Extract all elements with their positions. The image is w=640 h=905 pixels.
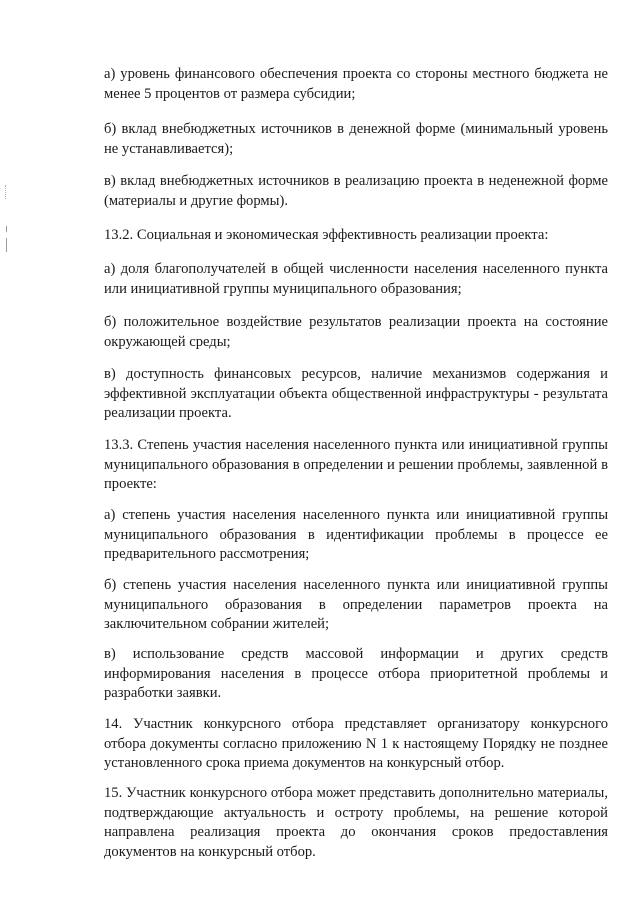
margin-scan-mark (6, 238, 7, 252)
paragraph-b-participation-final-meeting: б) степень участия населения населенного пункта или инициативной группы муниципального образования в определении параметров проекта на заключительном собрании жителей; (104, 577, 608, 632)
margin-scan-mark (6, 226, 7, 232)
paragraph-a-funding-level: а) уровень финансового обеспечения проекта со стороны местного бюджета не менее 5 процентов от размера субсидии; (104, 66, 608, 102)
paragraph-c-financial-resources: в) доступность финансовых ресурсов, наличие механизмов содержания и эффективной эксплуатации объекта общественной инфраструктуры - результата реализации проекта. (104, 366, 608, 421)
paragraph-13-3-heading: 13.3. Степень участия населения населенного пункта или инициативной группы муниципального образования в определении и решении проблемы, заявленной в проекте: (104, 437, 608, 492)
paragraph-14-documents: 14. Участник конкурсного отбора представляет организатору конкурсного отбора документы согласно приложению N 1 к настоящему Порядку не позднее установленного срока приема документов на конкурсный отбор. (104, 716, 608, 771)
paragraph-c-nonmonetary-contribution: в) вклад внебюджетных источников в реализацию проекта в неденежной форме (материалы и другие формы). (104, 173, 608, 209)
paragraph-b-monetary-contribution: б) вклад внебюджетных источников в денежной форме (минимальный уровень не устанавливается); (104, 121, 608, 157)
paragraph-13-2-heading: 13.2. Социальная и экономическая эффективность реализации проекта: (104, 227, 549, 243)
paragraph-b-environmental-impact: б) положительное воздействие результатов реализации проекта на состояние окружающей среды; (104, 314, 608, 350)
paragraph-a-participation-identification: а) степень участия населения населенного пункта или инициативной группы муниципального образования в идентификации проблемы в процессе ее предварительного рассмотрения; (104, 507, 608, 562)
margin-scan-dots (5, 185, 8, 199)
paragraph-15-additional-materials: 15. Участник конкурсного отбора может представить дополнительно материалы, подтверждающие актуальность и остроту проблемы, на решение которой направлена реализация проекта до окончания сроков предоставления документов на конкурсный отбор. (104, 785, 608, 860)
paragraph-c-mass-media: в) использование средств массовой информации и других средств информирования населения в процессе отбора приоритетной проблемы и разработки заявки. (104, 646, 608, 701)
paragraph-a-beneficiaries-share: а) доля благополучателей в общей численности населения населенного пункта или инициативной группы муниципального образования; (104, 261, 608, 297)
